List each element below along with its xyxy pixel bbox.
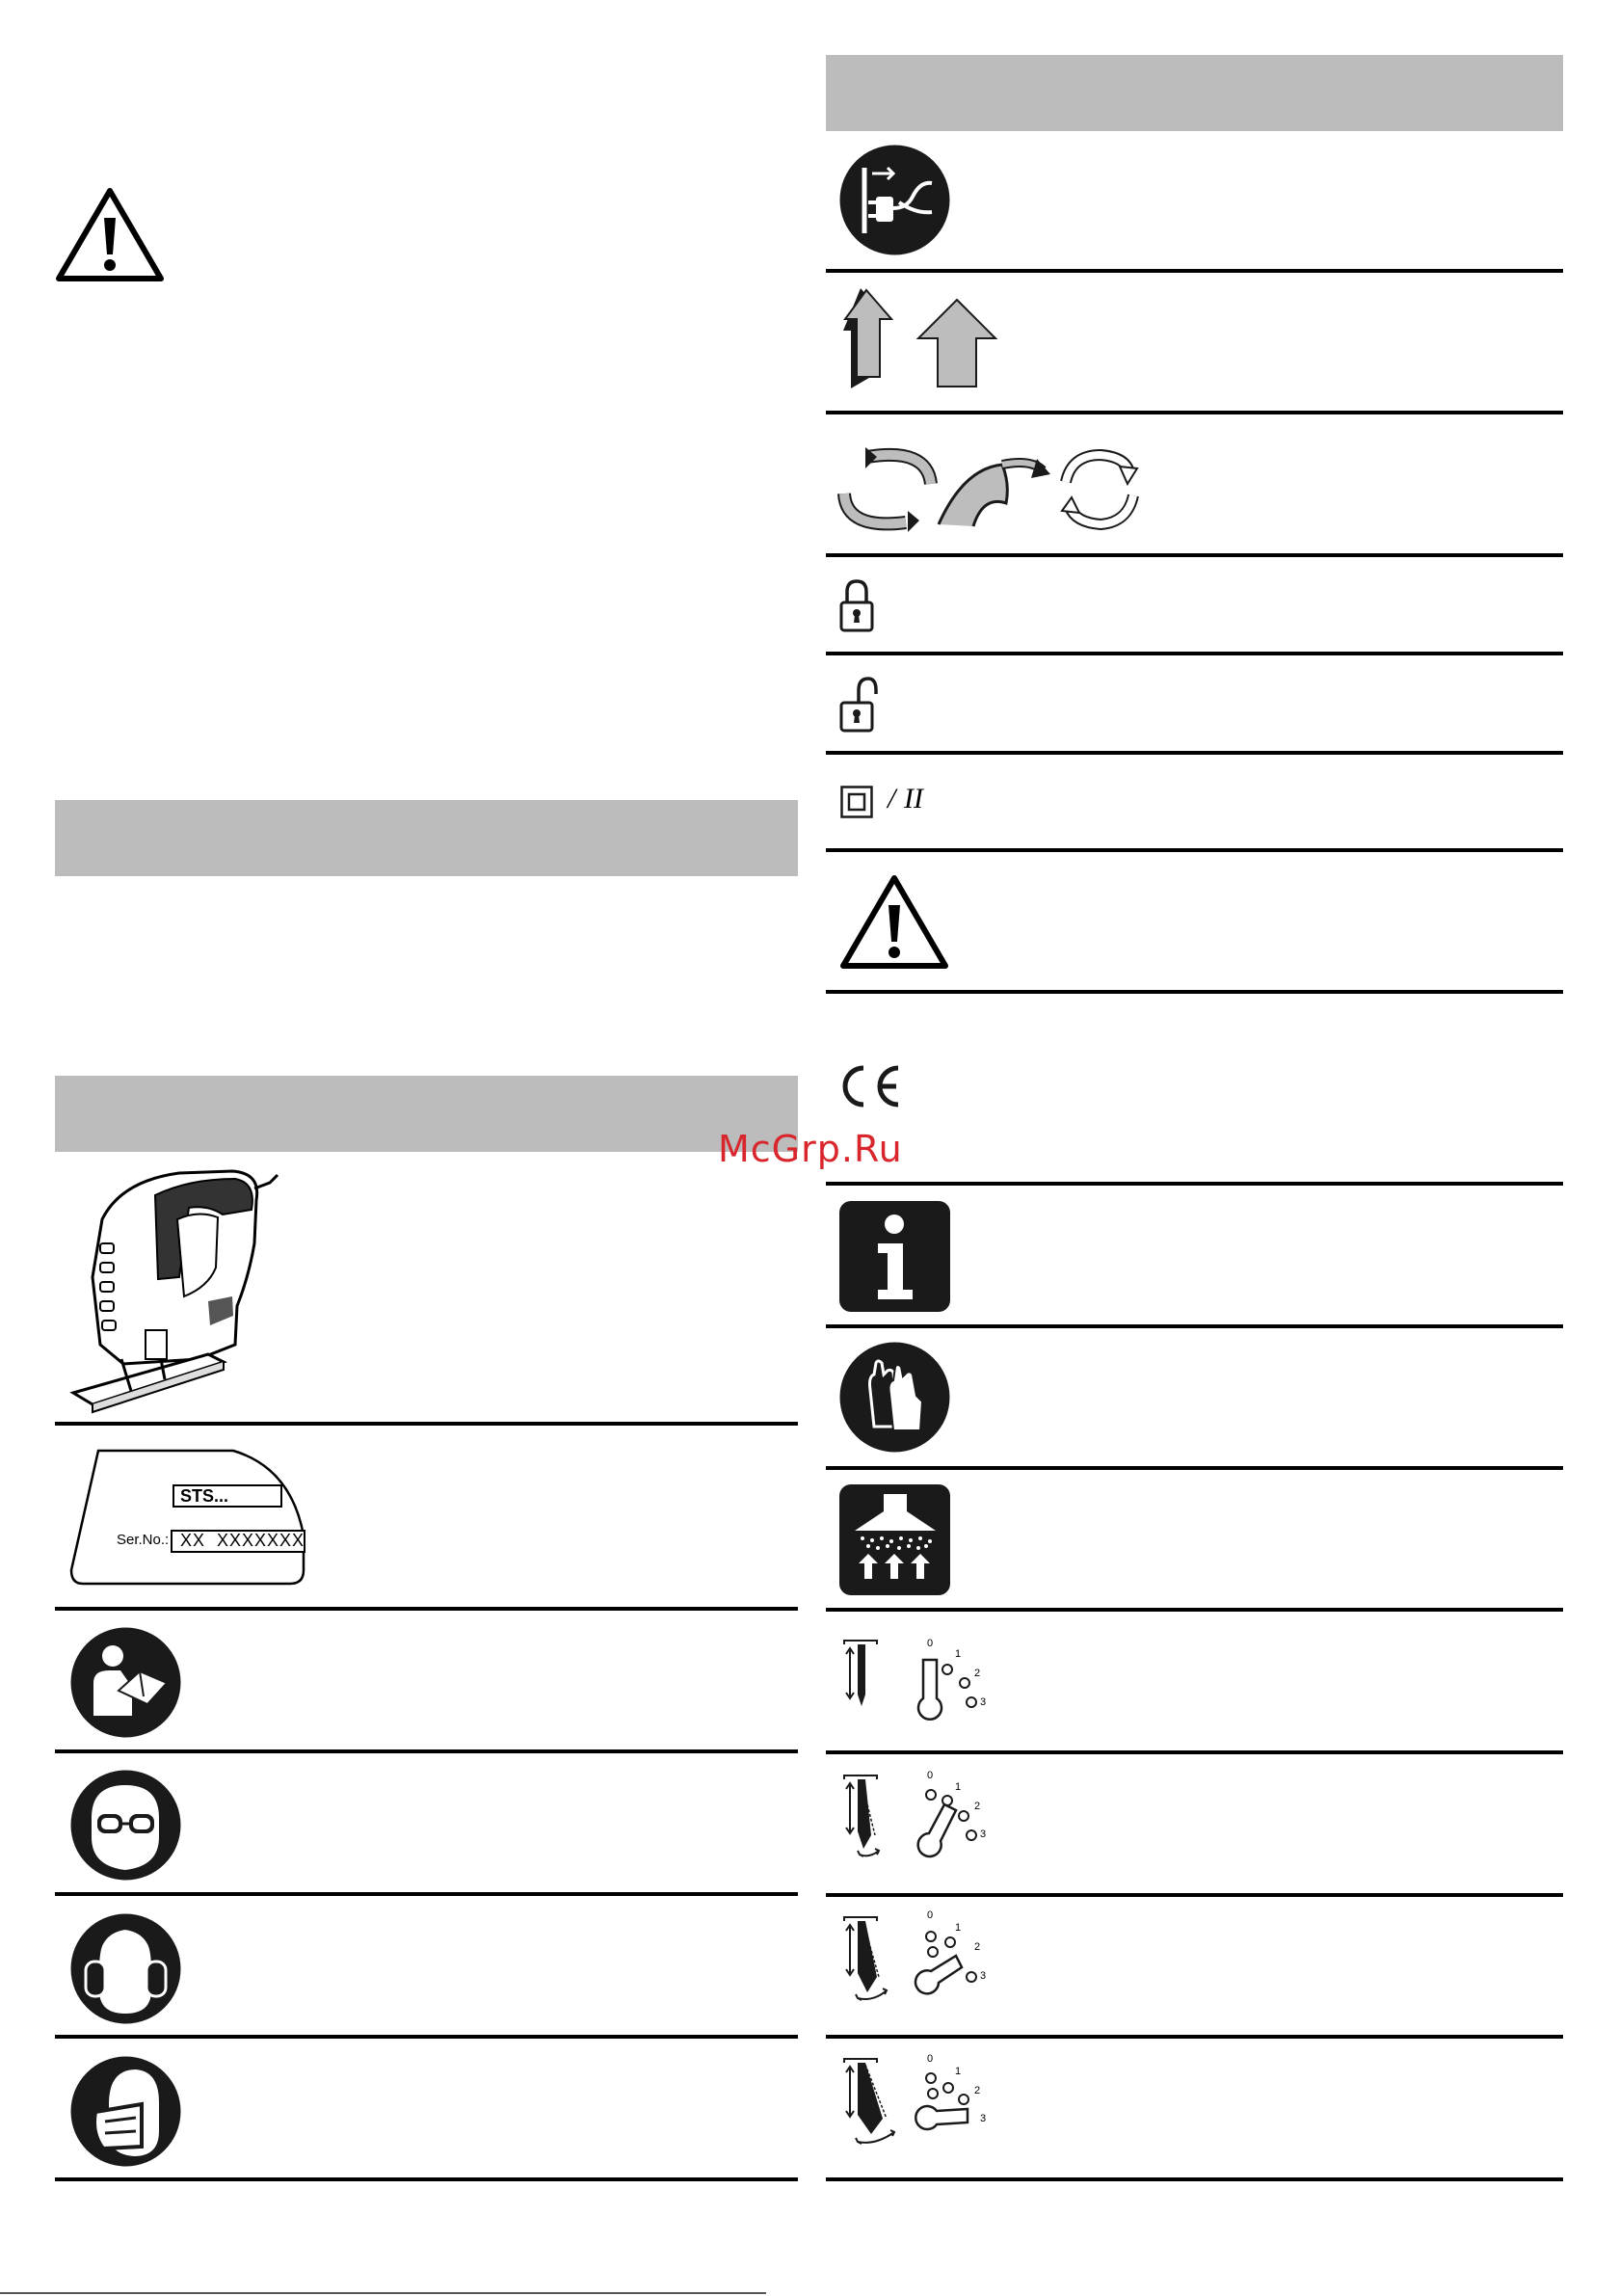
divider [826,1893,1563,1897]
divider [826,990,1563,994]
protection-class-separator: / [888,783,896,814]
divider [826,1182,1563,1186]
section-heading-bar [55,800,798,876]
angle-step-0: 0 [927,1638,934,1649]
rating-plate-serial-label: Ser.No.: [117,1532,170,1548]
eye-protection-icon [70,1770,181,1881]
angle-step-2: 2 [974,1801,981,1812]
angle-step-1: 1 [955,1922,962,1934]
angle-step-2: 2 [974,2085,981,2096]
pendulum-2-icon [836,1913,991,2010]
divider [55,1892,798,1896]
divider [55,2035,798,2039]
warning-icon [54,185,166,283]
protection-class-icon [840,786,873,818]
protection-class-roman: II [904,783,923,814]
angle-step-3: 3 [980,1829,987,1840]
angle-step-3: 3 [980,1696,987,1708]
info-icon [839,1201,950,1312]
read-manual-icon [70,1627,181,1738]
divider [826,2035,1563,2039]
pendulum-0-icon [836,1639,991,1730]
ce-icon [838,1062,902,1110]
locked-icon [839,578,874,632]
divider [826,2177,1563,2181]
angle-step-1: 1 [955,2066,962,2077]
divider [55,1422,798,1426]
divider [826,269,1563,273]
angle-step-3: 3 [980,2113,987,2124]
angle-step-2: 2 [974,1941,981,1953]
jigsaw-drawing [64,1161,285,1417]
pendulum-1-icon [836,1772,991,1868]
divider [826,652,1563,655]
ear-protection-icon [70,1913,181,2024]
divider [55,2177,798,2181]
gloves-icon [839,1342,950,1453]
pendulum-3-icon [836,2055,991,2151]
angle-step-1: 1 [955,1648,962,1660]
dust-mask-icon [70,2056,181,2167]
rating-plate-serial-value: XX XXXXXXX [180,1531,305,1550]
angle-step-0: 0 [927,1909,934,1921]
divider [55,1749,798,1753]
unlocked-icon [839,675,878,733]
rating-plate-drawing [69,1449,305,1586]
warning-icon [838,872,950,971]
angle-step-0: 0 [927,1770,934,1781]
unplug-icon [839,145,950,255]
angle-step-2: 2 [974,1668,981,1679]
divider [826,1750,1563,1754]
angle-step-1: 1 [955,1781,962,1793]
divider [826,411,1563,414]
divider [826,1324,1563,1328]
angle-step-0: 0 [927,2053,934,2065]
page-bottom-edge [0,2292,766,2294]
watermark: McGrp.Ru [718,1128,903,1170]
divider [826,848,1563,852]
divider [55,1607,798,1611]
divider [826,751,1563,755]
dust-extraction-icon [839,1484,950,1595]
recycle-arrows-icon [838,445,1137,532]
divider [826,553,1563,557]
section-heading-bar [55,1076,798,1152]
accessory-arrows-icon [839,284,998,400]
divider [826,1608,1563,1612]
section-heading-bar [826,55,1563,131]
angle-step-3: 3 [980,1970,987,1982]
divider [826,1466,1563,1470]
rating-plate-model: STS... [180,1486,229,1506]
